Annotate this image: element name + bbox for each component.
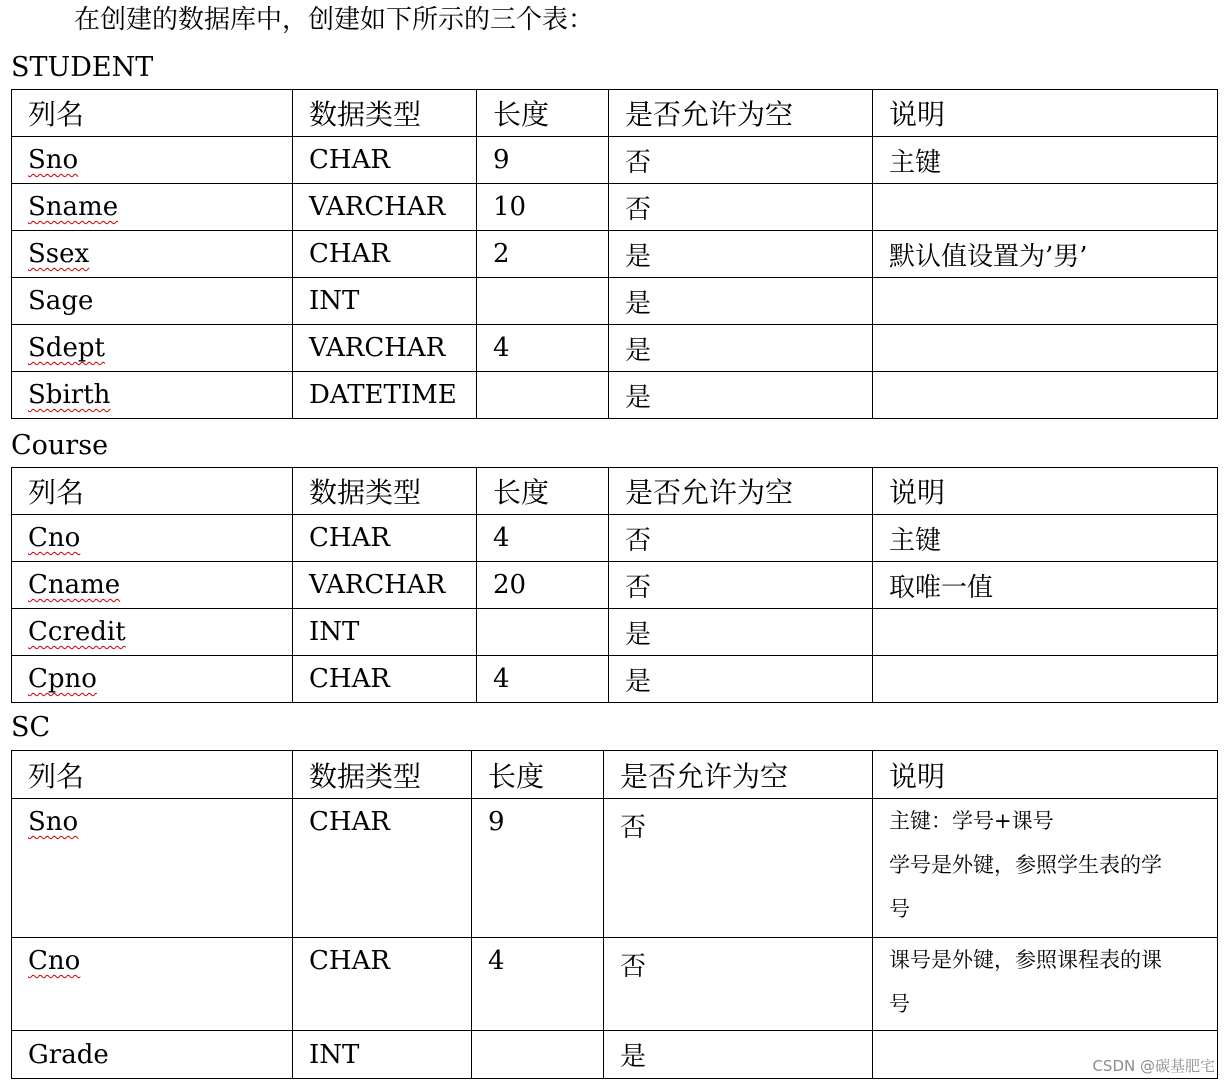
table-row: [12, 372, 1218, 419]
description-line: 主键：学号+课号: [889, 809, 1054, 833]
data-type-cell: VARCHAR: [293, 184, 477, 231]
column-name: Sno: [28, 807, 79, 837]
column-name-cell: [12, 325, 293, 372]
column-name: Sname: [28, 192, 119, 222]
column-name-cell: [12, 372, 293, 419]
sc-table: [11, 750, 1218, 1079]
length-cell: 9: [472, 799, 604, 938]
table-row: [12, 184, 1218, 231]
column-name-cell: [12, 515, 293, 562]
header-description: 说明: [873, 90, 1218, 137]
data-type-cell: INT: [293, 278, 477, 325]
nullable-cell: 是: [609, 325, 873, 372]
description-cell: [873, 184, 1218, 231]
nullable-cell: 是: [609, 609, 873, 656]
description-cell: [873, 609, 1218, 656]
header-nullable: 是否允许为空: [609, 468, 873, 515]
column-name-cell: [12, 278, 293, 325]
description-cell: 主键: [873, 515, 1218, 562]
data-type-cell: VARCHAR: [293, 562, 477, 609]
description-cell: [873, 325, 1218, 372]
course-table-title: Course: [11, 430, 109, 461]
student-table-title: STUDENT: [11, 52, 154, 83]
length-cell: 20: [477, 562, 609, 609]
data-type-cell: CHAR: [293, 137, 477, 184]
length-cell: 10: [477, 184, 609, 231]
column-name: Sbirth: [28, 380, 111, 410]
column-name: Cname: [28, 570, 121, 600]
nullable-cell: 否: [604, 799, 873, 938]
column-name-cell: [12, 184, 293, 231]
header-data-type: 数据类型: [293, 90, 477, 137]
column-name-cell: [12, 938, 293, 1031]
table-row: [12, 938, 1218, 1031]
length-cell: [472, 1031, 604, 1079]
data-type-cell: VARCHAR: [293, 325, 477, 372]
table-row: [12, 137, 1218, 184]
intro-text: 在创建的数据库中，创建如下所示的三个表：: [74, 5, 595, 35]
length-cell: 4: [477, 325, 609, 372]
table-row: [12, 325, 1218, 372]
column-name-cell: [12, 231, 293, 278]
column-name: Cpno: [28, 664, 97, 694]
nullable-cell: 否: [609, 562, 873, 609]
header-column-name: 列名: [12, 468, 293, 515]
header-description: 说明: [873, 468, 1218, 515]
header-length: 长度: [472, 751, 604, 799]
header-length: 长度: [477, 90, 609, 137]
table-row: [12, 278, 1218, 325]
header-data-type: 数据类型: [293, 468, 477, 515]
column-name: Sdept: [28, 333, 105, 363]
length-cell: [477, 609, 609, 656]
column-name-cell: [12, 562, 293, 609]
table-row: [12, 231, 1218, 278]
length-cell: 4: [477, 656, 609, 703]
column-name: Sage: [28, 286, 94, 316]
data-type-cell: DATETIME: [293, 372, 477, 419]
table-row: [12, 515, 1218, 562]
data-type-cell: CHAR: [293, 231, 477, 278]
watermark: CSDN @碳基肥宅: [1092, 1057, 1215, 1075]
header-column-name: 列名: [12, 751, 293, 799]
column-name-cell: [12, 137, 293, 184]
description-cell: [873, 799, 1218, 938]
table-row: [12, 656, 1218, 703]
description-cell: [873, 938, 1218, 1031]
header-data-type: 数据类型: [293, 751, 472, 799]
description-cell: [873, 656, 1218, 703]
description-cell: [873, 278, 1218, 325]
student-table: [11, 89, 1218, 419]
header-row: [12, 468, 1218, 515]
column-name: Ccredit: [28, 617, 126, 647]
nullable-cell: 是: [609, 372, 873, 419]
data-type-cell: INT: [293, 1031, 472, 1079]
data-type-cell: INT: [293, 609, 477, 656]
description-cell: [873, 372, 1218, 419]
nullable-cell: 否: [604, 938, 873, 1031]
table-row: [12, 1031, 1218, 1079]
data-type-cell: CHAR: [293, 515, 477, 562]
data-type-cell: CHAR: [293, 799, 472, 938]
header-row: [12, 751, 1218, 799]
column-name-cell: [12, 609, 293, 656]
length-cell: 9: [477, 137, 609, 184]
length-cell: [477, 278, 609, 325]
nullable-cell: 是: [609, 278, 873, 325]
nullable-cell: 是: [604, 1031, 873, 1079]
description-cell: 默认值设置为’男’: [873, 231, 1218, 278]
column-name: Sno: [28, 145, 79, 175]
course-table: [11, 467, 1218, 703]
column-name: Grade: [28, 1039, 109, 1070]
table-row: [12, 799, 1218, 938]
header-column-name: 列名: [12, 90, 293, 137]
nullable-cell: 是: [609, 231, 873, 278]
header-description: 说明: [873, 751, 1218, 799]
description-line: 号: [889, 992, 910, 1016]
data-type-cell: CHAR: [293, 656, 477, 703]
table-row: [12, 609, 1218, 656]
column-name-cell: [12, 799, 293, 938]
column-name: Cno: [28, 523, 81, 553]
length-cell: 4: [477, 515, 609, 562]
length-cell: 2: [477, 231, 609, 278]
description-cell: 取唯一值: [873, 562, 1218, 609]
length-cell: [477, 372, 609, 419]
description-line: 课号是外键，参照课程表的课: [889, 948, 1162, 972]
column-name-cell: [12, 1031, 293, 1079]
description-line: 学号是外键，参照学生表的学: [889, 853, 1162, 877]
sc-table-title: SC: [11, 712, 51, 743]
nullable-cell: 否: [609, 184, 873, 231]
nullable-cell: 否: [609, 515, 873, 562]
length-cell: 4: [472, 938, 604, 1031]
header-row: [12, 90, 1218, 137]
data-type-cell: CHAR: [293, 938, 472, 1031]
table-row: [12, 562, 1218, 609]
column-name: Cno: [28, 946, 81, 976]
column-name: Ssex: [28, 239, 90, 269]
column-name-cell: [12, 656, 293, 703]
description-cell: 主键: [873, 137, 1218, 184]
header-nullable: 是否允许为空: [604, 751, 873, 799]
description-line: 号: [889, 897, 910, 921]
nullable-cell: 是: [609, 656, 873, 703]
nullable-cell: 否: [609, 137, 873, 184]
header-length: 长度: [477, 468, 609, 515]
header-nullable: 是否允许为空: [609, 90, 873, 137]
